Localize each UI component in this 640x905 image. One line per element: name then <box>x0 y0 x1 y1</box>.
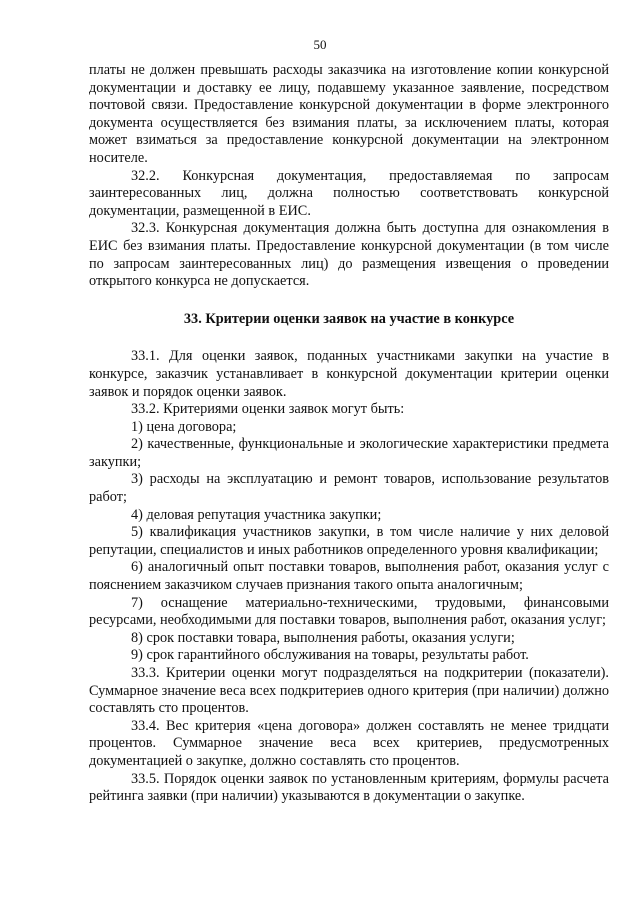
criteria-item-4: 4) деловая репутация участника закупки; <box>131 506 382 523</box>
page-number: 50 <box>313 37 327 52</box>
paragraph-32-3: 32.3. Конкурсная документация должна быть доступна для ознакомления в ЕИС без взимания платы. Предоставление конкурсной документации (в том числе по запросам заинтересованных лиц) до размещения извещения о проведении открытого конкурса не допускается. <box>89 220 609 290</box>
criteria-item-7: 7) оснащение материально-техническими, трудовыми, финансовыми ресурсами, необходимыми для поставки товаров, выполнения работ, оказания услуг; <box>89 594 609 629</box>
paragraph-33-4: 33.4. Вес критерия «цена договора» должен составлять не менее тридцати процентов. Суммарное значение веса всех критериев, предусмотренных документацией о закупке, должно составлять сто процентов. <box>89 717 609 769</box>
criteria-item-1: 1) цена договора; <box>131 418 237 435</box>
criteria-item-5: 5) квалификация участников закупки, в том числе наличие у них деловой репутации, специалистов и иных работников определенного уровня квалификации; <box>89 524 609 558</box>
criteria-item-3: 3) расходы на эксплуатацию и ремонт товаров, использование результатов работ; <box>89 471 609 506</box>
criteria-item-6: 6) аналогичный опыт поставки товаров, выполнения работ, оказания услуг с пояснением заказчиком случаев признания такого опыта аналогичным; <box>89 559 609 594</box>
paragraph-33-2: 33.2. Критериями оценки заявок могут быть: <box>131 401 405 418</box>
paragraph-33-1: 33.1. Для оценки заявок, поданных участниками закупки на участие в конкурсе, заказчик устанавливает в конкурсной документации критерии оценки заявок и порядок оценки заявок. <box>89 348 609 400</box>
paragraph-continued: платы не должен превышать расходы заказчика на изготовление копии конкурсной документации и доставку ее лицу, подавшему указанное заявление, посредством почтовой связи. Предоставление конкурсной документации в форме электронного документа осуществляется без взимания платы, за исключением платы, которая может взиматься за предоставление конкурсной документации на электронном носителе. <box>89 62 609 166</box>
paragraph-33-3: 33.3. Критерии оценки могут подразделяться на подкритерии (показатели). Суммарное значение веса всех подкритериев одного критерия (при наличии) должно составлять сто процентов. <box>89 665 609 717</box>
criteria-item-8: 8) срок поставки товара, выполнения работы, оказания услуги; <box>131 629 515 646</box>
document-body <box>89 62 609 806</box>
paragraph-33-5: 33.5. Порядок оценки заявок по установленным критериям, формулы расчета рейтинга заявки (при наличии) указываются в документации о закупке. <box>89 770 609 805</box>
criteria-item-9: 9) срок гарантийного обслуживания на товары, результаты работ. <box>131 647 529 664</box>
section-heading-33: 33. Критерии оценки заявок на участие в конкурсе <box>183 310 515 327</box>
criteria-item-2: 2) качественные, функциональные и экологические характеристики предмета закупки; <box>89 436 609 470</box>
paragraph-32-2: 32.2. Конкурсная документация, предоставляемая по запросам заинтересованных лиц, должна полностью соответствовать конкурсной документации, размещенной в ЕИС. <box>89 167 609 219</box>
